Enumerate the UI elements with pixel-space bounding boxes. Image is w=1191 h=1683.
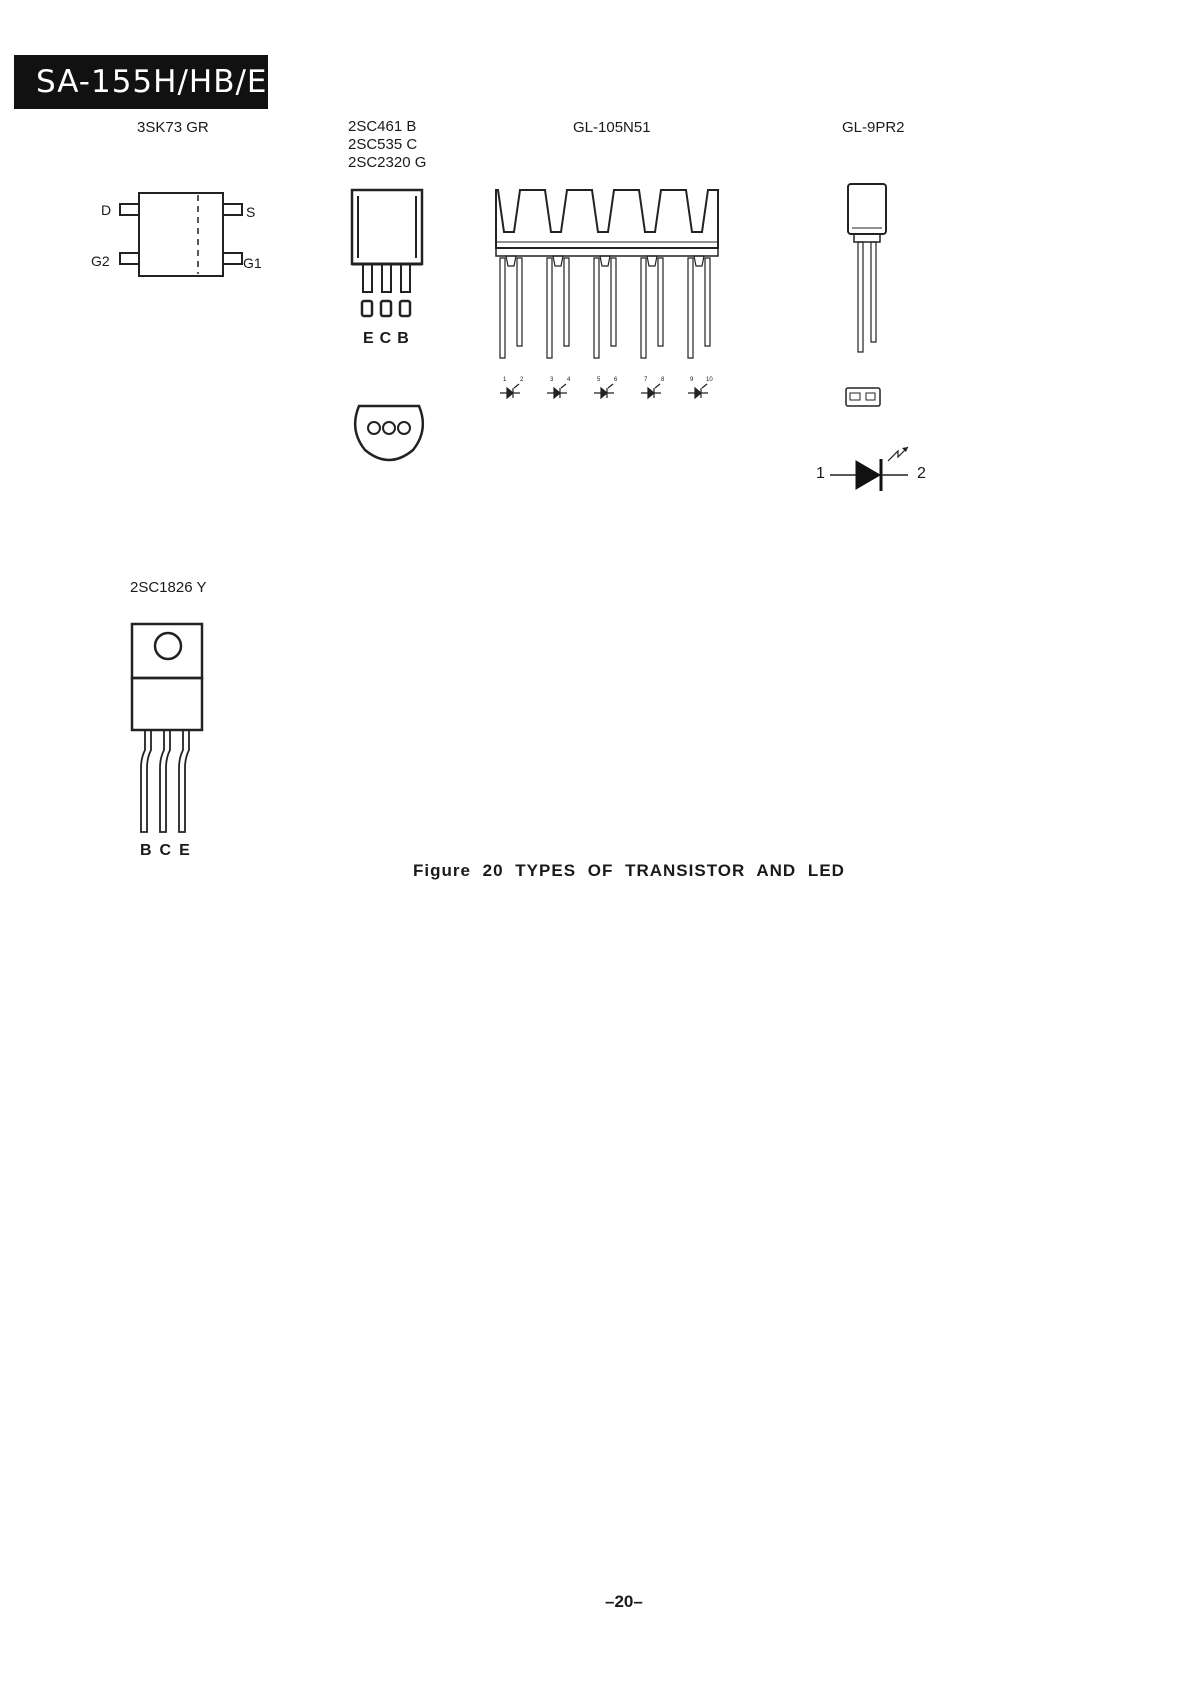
fet-pin-d: D (101, 202, 112, 218)
single-led-pin-2: 2 (917, 465, 926, 482)
led-array-drawing (494, 188, 720, 378)
small-transistor-part-label-2: 2SC535 C (348, 136, 418, 153)
page-header-title: SA-155H/HB/E (14, 55, 268, 109)
fet-pin-s: S (246, 204, 256, 220)
figure-caption: Figure 20 TYPES OF TRANSISTOR AND LED (413, 861, 845, 880)
led-array-pin-10: 10 (706, 377, 713, 383)
small-transistor-bottom-view (351, 402, 427, 466)
led-array-pin-2: 2 (520, 377, 524, 383)
led-array-pin-4: 4 (567, 377, 571, 383)
single-led-part-label: GL-9PR2 (842, 119, 905, 136)
power-transistor-drawing (130, 622, 206, 842)
led-array-pin-6: 6 (614, 377, 618, 383)
led-array-pin-5: 5 (597, 377, 601, 383)
led-array-pin-9: 9 (690, 377, 694, 383)
led-array-diode-symbols (498, 384, 720, 400)
fet-pin-g1: G1 (243, 255, 262, 271)
led-array-part-label: GL-105N51 (573, 119, 651, 136)
single-led-drawing (846, 182, 892, 412)
power-transistor-part-label: 2SC1826 Y (130, 579, 207, 596)
small-transistor-pin-labels: ECB (363, 330, 415, 347)
power-transistor-pin-labels: BCE (140, 842, 198, 859)
single-led-symbol-icon (828, 445, 928, 495)
single-led-pin-1: 1 (816, 465, 825, 482)
led-array-pin-3: 3 (550, 377, 554, 383)
small-transistor-part-label-3: 2SC2320 G (348, 154, 427, 171)
led-array-pin-8: 8 (661, 377, 665, 383)
page-number: –20– (605, 1592, 643, 1611)
small-transistor-part-label-1: 2SC461 B (348, 118, 417, 135)
fet-pin-g2: G2 (91, 253, 110, 269)
led-array-pin-1: 1 (503, 377, 507, 383)
fet-package-drawing (112, 190, 252, 280)
fet-part-label: 3SK73 GR (137, 119, 209, 136)
led-array-pin-7: 7 (644, 377, 648, 383)
small-transistor-front-drawing (348, 188, 428, 323)
